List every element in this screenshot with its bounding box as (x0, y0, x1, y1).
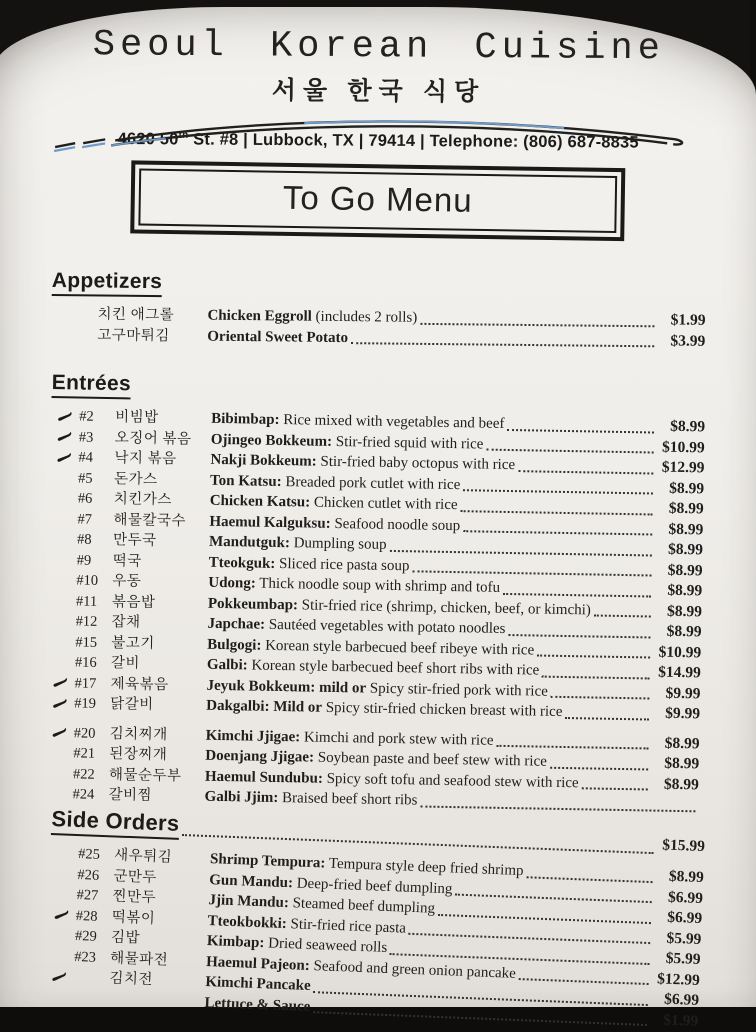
dot-leader (537, 654, 650, 658)
item-price: $8.99 (654, 560, 702, 581)
dot-leader (313, 1011, 647, 1026)
item-number: #6 (78, 488, 114, 509)
item-name: Japchae: (207, 613, 265, 635)
item-number: #23 (74, 946, 111, 968)
item-number: #16 (75, 652, 111, 673)
item-name: Haemul Kalguksu: (209, 511, 331, 534)
menu-body (52, 269, 706, 1008)
item-korean-name: 닭갈비 (110, 694, 206, 716)
item-name: Chicken Katsu: (210, 490, 311, 512)
address-prefix: 4620 50 (117, 130, 178, 148)
item-name: Kimchi Pancake (205, 972, 311, 997)
item-description-bold: Mild or (269, 696, 322, 717)
item-number: #26 (77, 865, 114, 887)
item-name: Haemul Sundubu: (205, 766, 323, 789)
item-korean-name: 갈비 (111, 653, 207, 675)
item-korean-name: 된장찌개 (109, 744, 205, 766)
item-korean-name: 만두국 (113, 530, 209, 552)
item-number: #17 (74, 672, 110, 693)
wrapped-item-price: $15.99 (657, 836, 706, 856)
item-price: $12.99 (656, 457, 704, 478)
item-description: Chicken cutlet with rice (310, 492, 458, 515)
item-description: (includes 2 rolls) (312, 306, 418, 328)
item-price: $8.99 (656, 498, 704, 519)
dot-leader (420, 322, 654, 326)
item-name: Oriental Sweet Potato (207, 326, 348, 348)
item-description: Seafood and green onion pancake (309, 956, 516, 984)
menu-content (6, 0, 756, 1007)
item-price: $8.99 (654, 580, 702, 601)
item-name: Kimbap: (207, 931, 265, 954)
dot-leader (463, 530, 652, 535)
item-number: #28 (75, 906, 112, 928)
spicy-pepper-icon (54, 909, 76, 921)
item-korean-name: 군만두 (113, 866, 210, 890)
item-number: #27 (76, 885, 113, 907)
item-description: Spicy stir-fried chicken breast with rice (322, 697, 563, 722)
item-name: Galbi: (207, 654, 248, 675)
item-price: $1.99 (650, 1010, 699, 1032)
to-go-menu-box-inner (138, 168, 617, 233)
entrees-section (44, 371, 705, 816)
item-korean-name: 우동 (112, 571, 208, 593)
spicy-icon-spacer (56, 853, 78, 854)
spicy-icon-spacer (55, 874, 77, 875)
spicy-pepper-icon (52, 677, 74, 688)
item-price: $8.99 (653, 621, 701, 642)
item-description: Dumpling soup (290, 533, 387, 555)
dot-leader (550, 766, 648, 770)
item-name: Ton Katsu: (210, 470, 282, 492)
item-korean-name: 떡볶이 (111, 907, 208, 931)
item-korean-name: 불고기 (111, 632, 207, 654)
item-description: Braised beef short ribs (278, 788, 417, 811)
dot-leader (420, 804, 695, 811)
item-number: #15 (75, 631, 111, 652)
item-number: #24 (72, 784, 108, 805)
item-description: Kimchi and pork stew with rice (300, 726, 494, 750)
item-price: $3.99 (657, 330, 705, 351)
item-number: #8 (77, 529, 113, 550)
dot-leader (503, 592, 651, 597)
item-description: Tempura style deep fried shrimp (325, 854, 524, 882)
item-name: Jeyuk Bokkeum: (206, 675, 315, 697)
side-orders-section (44, 806, 705, 1032)
spicy-icon-spacer (55, 894, 77, 895)
item-name: Tteokbokki: (207, 911, 287, 935)
item-price: $9.99 (652, 703, 700, 724)
dot-leader (507, 428, 654, 433)
item-number: #4 (78, 447, 114, 468)
item-price: $8.99 (651, 753, 699, 774)
item-description: Spicy stir-fried pork with rice (366, 678, 548, 702)
dot-leader (565, 716, 649, 719)
item-number: #29 (75, 926, 112, 948)
dot-leader (551, 695, 650, 699)
item-description: Rice mixed with vegetables and beef (279, 409, 504, 433)
item-korean-name: 새우튀김 (114, 845, 211, 869)
dot-leader (486, 448, 653, 453)
item-description: Breaded pork cutlet with rice (281, 471, 460, 495)
item-name: Jjin Mandu: (208, 890, 289, 914)
item-price: $8.99 (655, 866, 704, 888)
item-korean-name: 찐만두 (112, 886, 209, 910)
item-number: #2 (79, 406, 115, 427)
item-price: $8.99 (655, 519, 703, 540)
item-korean-name: 김밥 (111, 927, 208, 951)
item-name: Kimchi Jjigae: (205, 725, 300, 747)
item-price: $10.99 (653, 642, 701, 663)
item-name: Haemul Pajeon: (206, 952, 310, 976)
item-price: $6.99 (651, 989, 700, 1011)
item-description: Sautéed vegetables with potato noodles (265, 614, 506, 639)
spicy-icon-spacer (53, 935, 75, 936)
item-price: $8.99 (655, 539, 703, 560)
item-number: #12 (75, 611, 111, 632)
item-price: $8.99 (651, 774, 699, 795)
item-price: $12.99 (651, 969, 700, 991)
spicy-icon-spacer (52, 956, 74, 957)
item-name: Bibimbap: (211, 408, 280, 430)
restaurant-name: Seoul Korean Cuisine (52, 24, 706, 71)
item-name: Lettuce & Sauce (204, 993, 311, 1018)
dot-leader (594, 614, 651, 617)
item-korean-name: 떡국 (113, 550, 209, 572)
item-name: Udong: (208, 572, 256, 593)
item-description: Stir-fried squid with rice (332, 431, 484, 454)
item-price: $9.99 (652, 683, 700, 704)
dot-leader (351, 342, 654, 347)
item-korean-name: 고구마튀김 (97, 324, 207, 346)
item-korean-name: 갈비찜 (108, 785, 204, 807)
dot-leader (582, 787, 648, 790)
item-description: Korean style barbecued beef ribeye with rice (261, 635, 534, 660)
item-number: #20 (74, 722, 110, 743)
item-korean-name: 볶음밥 (112, 591, 208, 613)
spicy-pepper-icon (57, 410, 79, 421)
dot-leader (412, 570, 651, 576)
item-number (73, 981, 109, 982)
item-name: Ojingeo Bokkeum: (211, 429, 333, 452)
section-heading-row (52, 269, 706, 303)
item-korean-name: 치킨가스 (114, 489, 210, 511)
dot-leader (389, 549, 651, 556)
item-description: Stir-fried rice (shrimp, chicken, beef, or kimchi) (298, 594, 591, 620)
dot-leader (508, 633, 650, 637)
item-number (73, 1001, 109, 1002)
item-name: Mandutguk: (209, 531, 290, 553)
item-name: Tteokguk: (209, 552, 276, 574)
item-price: $6.99 (654, 907, 703, 929)
item-name: Shrimp Tempura: (210, 849, 326, 874)
item-korean-name: 치킨 애그롤 (97, 304, 207, 326)
dot-leader (518, 469, 653, 473)
item-number: #3 (79, 426, 115, 447)
item-name: Bulgogi: (207, 634, 262, 655)
to-go-menu-box (130, 160, 625, 241)
appetizers-section (51, 269, 706, 352)
item-name: Pokkeumbap: (208, 593, 298, 615)
item-korean-name: 오징어 볶음 (115, 427, 211, 449)
item-korean-name: 김치전 (109, 968, 206, 992)
item-description: Stir-fried baby octopus with rice (317, 451, 516, 475)
item-description-bold: mild or (315, 677, 366, 698)
item-number: #21 (73, 743, 109, 764)
item-number: #22 (73, 763, 109, 784)
section-title-appetizers: Appetizers (52, 269, 163, 297)
item-number: #7 (77, 508, 113, 529)
item-description: Spicy soft tofu and seafood stew with rice (323, 768, 579, 793)
spicy-pepper-icon (57, 431, 79, 442)
item-korean-name (108, 1003, 204, 1007)
item-name: Galbi Jjim: (204, 786, 278, 808)
item-price: $8.99 (651, 733, 699, 754)
item-korean-name: 김치찌개 (109, 723, 205, 745)
restaurant-korean-name: 서울 한국 식당 (51, 69, 705, 110)
spicy-icon-spacer (51, 997, 73, 998)
item-korean-name: 돈가스 (114, 468, 210, 490)
item-description: Deep-fried beef dumpling (293, 873, 453, 900)
item-name: Gun Mandu: (209, 870, 294, 894)
item-price: $5.99 (652, 948, 701, 970)
item-description: Stir-fried rice pasta (286, 914, 406, 939)
address-suffix: St. #8 | Lubbock, TX | 79414 | Telephone: (806) 687-8835 (188, 130, 639, 151)
item-name: Nakji Bokkeum: (210, 449, 317, 471)
dot-leader (460, 509, 652, 514)
address-ordinal: th (179, 130, 189, 141)
item-name: Doenjang Jjigae: (205, 745, 314, 767)
item-price: $5.99 (653, 928, 702, 950)
item-description: Thick noodle soup with shrimp and tofu (256, 573, 501, 598)
item-description: Steamed beef dumpling (288, 893, 435, 919)
item-description: Dried seaweed rolls (264, 933, 388, 958)
item-number: #5 (78, 467, 114, 488)
item-price: $8.99 (654, 601, 702, 622)
item-korean-name: 낙지 볶음 (114, 448, 210, 470)
spicy-pepper-icon (56, 451, 78, 462)
item-korean-name: 비빔밥 (115, 407, 211, 429)
menu-header (51, 24, 706, 239)
item-number: #9 (77, 549, 113, 570)
item-korean-name: 잡채 (111, 612, 207, 634)
item-name: Chicken Eggroll (207, 305, 312, 327)
item-description: Soybean paste and beef stew with rice (314, 747, 547, 772)
item-price: $8.99 (657, 416, 705, 437)
divider-swoosh (45, 110, 705, 167)
spicy-pepper-icon (51, 971, 73, 983)
item-korean-name: 해물칼국수 (113, 509, 209, 531)
item-number: #10 (76, 570, 112, 591)
spicy-pepper-icon (52, 697, 74, 708)
dot-leader (496, 744, 648, 749)
item-name: Dakgalbi: (206, 695, 270, 717)
menu-title: To Go Menu (283, 178, 473, 218)
item-description: Seafood noodle soup (330, 513, 460, 536)
item-price: $8.99 (656, 478, 704, 499)
section-title-side-orders: Side Orders (51, 806, 180, 840)
item-description: Korean style barbecued beef short ribs with rice (248, 655, 540, 681)
item-price: $6.99 (655, 887, 704, 909)
dot-leader (542, 675, 650, 679)
section-heading-row (52, 371, 706, 409)
item-number: #11 (76, 590, 112, 611)
item-korean-name: 제육볶음 (110, 673, 206, 695)
item-number: #19 (74, 693, 110, 714)
item-description: Sliced rice pasta soup (275, 553, 409, 576)
item-number: #25 (78, 844, 115, 866)
item-price: $10.99 (657, 437, 705, 458)
item-price: $1.99 (657, 310, 705, 331)
item-korean-name: 해물파전 (110, 948, 207, 972)
section-title-entrees: Entrées (52, 371, 132, 399)
item-price: $14.99 (653, 662, 701, 683)
item-korean-name: 해물순두부 (109, 764, 205, 786)
dot-leader (463, 489, 653, 494)
spicy-pepper-icon (52, 727, 74, 738)
